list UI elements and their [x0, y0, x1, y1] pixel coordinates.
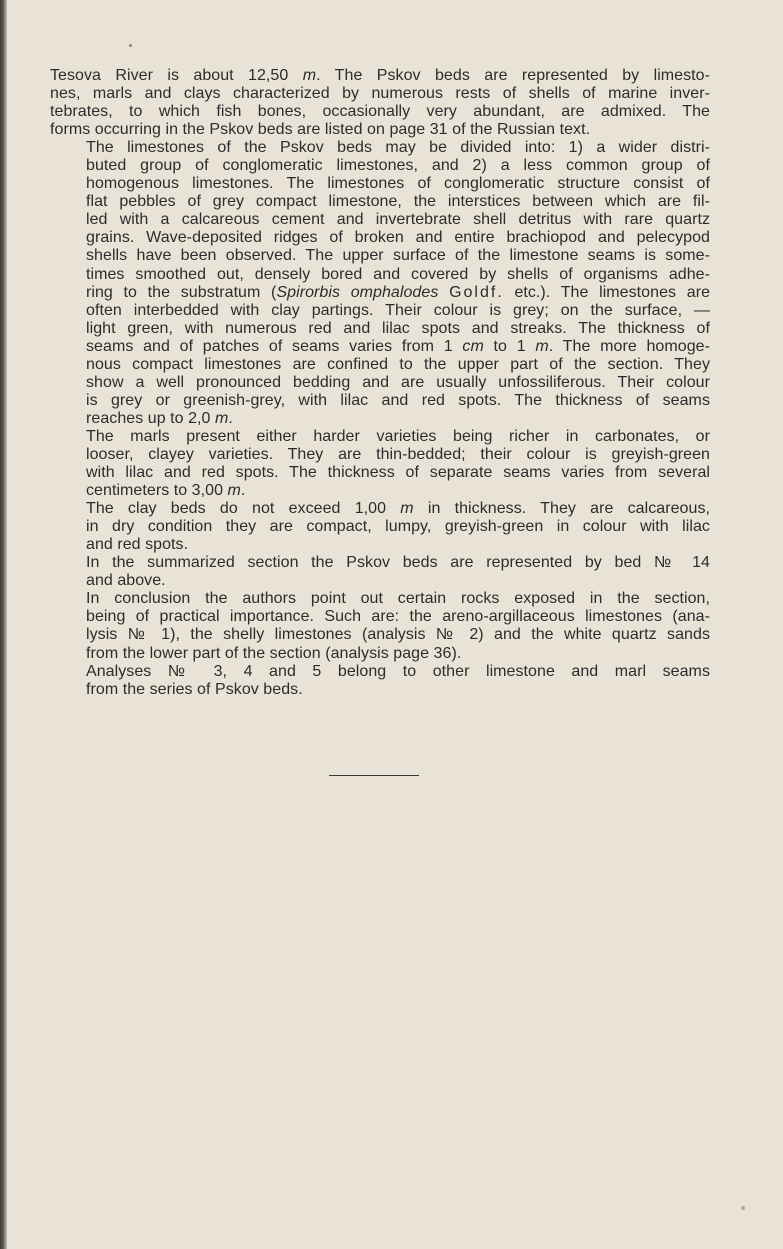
text-line: is grey or greenish-grey, with lilac and red spots. The thickness of seams	[86, 391, 710, 409]
text-line: seams and of patches of seams varies from 1 cm to 1 m. The more homoge-	[86, 337, 710, 355]
text-line: Analyses № 3, 4 and 5 belong to other limestone and marl seams	[86, 662, 710, 680]
text-line: from the series of Pskov beds.	[86, 680, 303, 698]
text-line: Tesova River is about 12,50 m. The Pskov beds are represented by limesto-	[50, 67, 710, 84]
text-line: reaches up to 2,0 m.	[86, 409, 233, 427]
text-line: from the lower part of the section (analysis page 36).	[86, 644, 462, 662]
section-end-rule	[329, 775, 419, 776]
text-line: nes, marls and clays characterized by numerous rests of shells of marine inver-	[50, 85, 710, 103]
text-line: and red spots.	[86, 536, 189, 554]
text-line: often interbedded with clay partings. Their colour is grey; on the surface, —	[86, 301, 710, 319]
text-line: in dry condition they are compact, lumpy, greyish-green in colour with lilac	[86, 518, 710, 536]
text-line: The limestones of the Pskov beds may be divided into: 1) a wider distri-	[86, 139, 710, 157]
text-line: being of practical importance. Such are: the areno-argillaceous limestones (ana-	[86, 608, 710, 626]
text-line: homogenous limestones. The limestones of conglomeratic structure consist of	[86, 175, 710, 193]
text-line: buted group of conglomeratic limestones, and 2) a less common group of	[86, 157, 710, 175]
text-line: flat pebbles of grey compact limestone, the interstices between which are fil-	[86, 193, 710, 211]
text-line: led with a calcareous cement and invertebrate shell detritus with rare quartz	[86, 211, 710, 229]
paragraph-p5	[50, 554, 710, 590]
text-line: times smoothed out, densely bored and covered by shells of organisms adhe-	[86, 265, 710, 283]
paragraph-p7	[50, 663, 710, 699]
paper-speck	[129, 44, 132, 47]
text-line: ring to the substratum (Spirorbis omphalodes Goldf. etc.). The limestones are	[86, 283, 711, 301]
paragraph-p4	[50, 500, 710, 554]
text-line: and above.	[86, 572, 166, 590]
text-line: The marls present either harder varieties being richer in carbonates, or	[86, 427, 710, 445]
body-text	[50, 67, 710, 699]
text-line: light green, with numerous red and lilac spots and streaks. The thickness of	[86, 319, 710, 337]
text-line: In conclusion the authors point out certain rocks exposed in the section,	[86, 590, 710, 608]
text-line: centimeters to 3,00 m.	[86, 482, 246, 500]
paper-speck	[741, 1206, 745, 1210]
text-line: grains. Wave-deposited ridges of broken and entire brachiopod and pelecypod	[86, 229, 710, 247]
text-line: In the summarized section the Pskov beds are represented by bed № 14	[86, 554, 710, 572]
text-line: with lilac and red spots. The thickness of separate seams varies from several	[86, 464, 710, 482]
text-line: looser, clayey varieties. They are thin-bedded; their colour is greyish-green	[86, 445, 710, 463]
paragraph-p3	[50, 428, 710, 500]
paragraph-p6	[50, 590, 710, 662]
text-line: lysis № 1), the shelly limestones (analysis № 2) and the white quartz sands	[86, 626, 710, 644]
text-line: show a well pronounced bedding and are usually unfossiliferous. Their colour	[86, 373, 710, 391]
text-line: forms occurring in the Pskov beds are listed on page 31 of the Russian text.	[50, 121, 591, 139]
paragraph-p1	[50, 67, 710, 139]
text-line: tebrates, to which fish bones, occasionally very abundant, are admixed. The	[50, 103, 710, 121]
paragraph-p2	[50, 139, 710, 428]
text-line: nous compact limestones are confined to the upper part of the section. They	[86, 355, 710, 373]
text-line: The clay beds do not exceed 1,00 m in thickness. They are calcareous,	[86, 500, 710, 518]
text-line: shells have been observed. The upper surface of the limestone seams is some-	[86, 247, 710, 265]
page-binding-edge	[0, 0, 7, 1249]
